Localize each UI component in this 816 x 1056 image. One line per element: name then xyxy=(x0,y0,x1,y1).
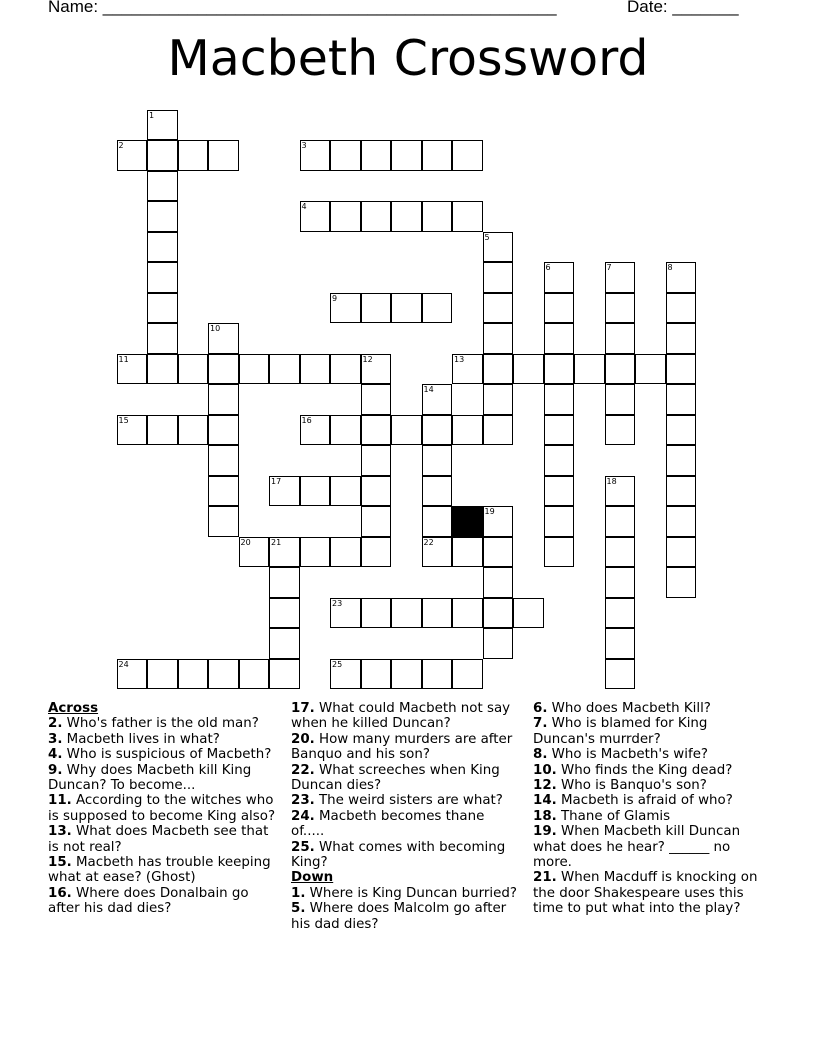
grid-cell[interactable] xyxy=(178,415,209,446)
clue-number: 20 xyxy=(240,537,251,547)
clue-num: 1. xyxy=(291,885,306,901)
clue-item xyxy=(291,793,519,808)
grid-cell[interactable] xyxy=(544,293,575,324)
grid-cell[interactable] xyxy=(422,506,453,537)
clue-text: Macbeth lives in what? xyxy=(66,731,220,747)
grid-cell[interactable] xyxy=(208,506,239,537)
grid-cell[interactable] xyxy=(422,415,453,446)
grid-cell[interactable] xyxy=(483,384,514,415)
grid-cell[interactable] xyxy=(605,506,636,537)
grid-cell[interactable] xyxy=(391,598,422,629)
grid-cell[interactable] xyxy=(361,384,392,415)
clue-item xyxy=(291,701,519,732)
grid-cell[interactable] xyxy=(666,415,697,446)
across-heading: Across xyxy=(48,701,99,716)
grid-cell[interactable] xyxy=(208,476,239,507)
grid-cell[interactable] xyxy=(483,567,514,598)
grid-cell[interactable] xyxy=(300,537,331,568)
grid-cell[interactable] xyxy=(544,415,575,446)
grid-cell[interactable] xyxy=(147,323,178,354)
grid-cell[interactable] xyxy=(147,110,178,141)
grid-cell[interactable] xyxy=(147,262,178,293)
clue-number: 8 xyxy=(667,263,673,272)
grid-cell[interactable] xyxy=(147,354,178,385)
grid-cell[interactable] xyxy=(117,140,148,171)
grid-cell[interactable] xyxy=(330,140,361,171)
clue-item xyxy=(533,763,769,778)
grid-cell[interactable] xyxy=(574,354,605,385)
grid-cell[interactable] xyxy=(147,659,178,690)
clue-item xyxy=(48,824,283,855)
clue-text: Where does Donalbain go after his dad dies? xyxy=(48,885,249,917)
grid-cell[interactable] xyxy=(361,415,392,446)
clue-item xyxy=(533,716,769,747)
name-field[interactable]: Name: ________________________________________________ xyxy=(48,0,557,16)
grid-cell[interactable] xyxy=(330,415,361,446)
clue-num: 9. xyxy=(48,762,63,778)
clue-item xyxy=(291,809,519,840)
grid-cell[interactable] xyxy=(483,415,514,446)
clue-num: 21. xyxy=(533,870,557,886)
clue-number: 2 xyxy=(118,141,124,150)
grid-cell[interactable] xyxy=(452,140,483,171)
clue-num: 15. xyxy=(48,855,72,871)
grid-cell[interactable] xyxy=(605,384,636,415)
grid-cell[interactable] xyxy=(544,354,575,385)
grid-cell[interactable] xyxy=(666,384,697,415)
grid-cell[interactable] xyxy=(147,415,178,446)
clue-number: 11 xyxy=(118,354,129,364)
clues-column-3 xyxy=(533,701,769,917)
grid-cell[interactable] xyxy=(300,354,331,385)
grid-cell[interactable] xyxy=(361,537,392,568)
grid-cell[interactable] xyxy=(666,537,697,568)
grid-cell[interactable] xyxy=(483,628,514,659)
grid-cell[interactable] xyxy=(208,445,239,476)
clue-text: Macbeth has trouble keeping what at ease? (Ghost) xyxy=(48,855,271,886)
grid-cell[interactable] xyxy=(666,567,697,598)
clue-item xyxy=(533,809,769,824)
black-square xyxy=(452,506,483,537)
grid-cell[interactable] xyxy=(361,293,392,324)
grid-cell[interactable] xyxy=(330,598,361,629)
grid-cell[interactable] xyxy=(361,659,392,690)
clue-number: 15 xyxy=(118,415,129,425)
grid-cell[interactable] xyxy=(605,323,636,354)
clue-text: Who does Macbeth Kill? xyxy=(551,701,711,716)
grid-cell[interactable] xyxy=(330,476,361,507)
grid-cell[interactable] xyxy=(605,415,636,446)
clue-num: 24. xyxy=(291,808,315,824)
grid-cell[interactable] xyxy=(544,476,575,507)
grid-cell[interactable] xyxy=(147,171,178,202)
grid-cell[interactable] xyxy=(147,293,178,324)
grid-cell[interactable] xyxy=(330,659,361,690)
clue-text: Where does Malcolm go after his dad dies? xyxy=(291,901,507,932)
grid-cell[interactable] xyxy=(544,445,575,476)
grid-cell[interactable] xyxy=(330,354,361,385)
grid-cell[interactable] xyxy=(483,506,514,537)
grid-cell[interactable] xyxy=(605,537,636,568)
clue-number: 21 xyxy=(271,537,282,547)
grid-cell[interactable] xyxy=(269,476,300,507)
grid-cell[interactable] xyxy=(483,262,514,293)
grid-cell[interactable] xyxy=(330,201,361,232)
grid-cell[interactable] xyxy=(208,140,239,171)
clue-text: Macbeth is afraid of who? xyxy=(561,793,733,809)
grid-cell[interactable] xyxy=(452,354,483,385)
clue-number: 10 xyxy=(210,324,221,333)
clue-text: Who's father is the old man? xyxy=(66,716,259,732)
clue-num: 19. xyxy=(533,824,557,840)
grid-cell[interactable] xyxy=(269,354,300,385)
grid-cell[interactable] xyxy=(239,659,270,690)
clue-text: Who finds the King dead? xyxy=(561,762,733,778)
clue-number: 12 xyxy=(362,354,373,364)
clue-number: 13 xyxy=(454,354,465,364)
grid-cell[interactable] xyxy=(422,659,453,690)
grid-cell[interactable] xyxy=(544,506,575,537)
grid-cell[interactable] xyxy=(544,384,575,415)
grid-cell[interactable] xyxy=(483,354,514,385)
grid-cell[interactable] xyxy=(422,140,453,171)
grid-cell[interactable] xyxy=(483,293,514,324)
clue-item xyxy=(48,747,283,762)
clue-num: 20. xyxy=(291,731,315,747)
clue-num: 17. xyxy=(291,701,315,716)
grid-cell[interactable] xyxy=(605,476,636,507)
grid-cell[interactable] xyxy=(178,140,209,171)
grid-cell[interactable] xyxy=(605,262,636,293)
clue-number: 4 xyxy=(301,202,307,211)
clue-number: 24 xyxy=(118,659,129,669)
clue-number: 16 xyxy=(301,415,312,425)
down-heading: Down xyxy=(291,870,334,886)
grid-cell[interactable] xyxy=(300,415,331,446)
grid-cell[interactable] xyxy=(361,201,392,232)
grid-cell[interactable] xyxy=(361,140,392,171)
grid-cell[interactable] xyxy=(513,598,544,629)
clue-num: 23. xyxy=(291,793,315,809)
clue-num: 22. xyxy=(291,762,315,778)
grid-cell[interactable] xyxy=(117,415,148,446)
grid-cell[interactable] xyxy=(635,354,666,385)
grid-cell[interactable] xyxy=(361,445,392,476)
clue-num: 14. xyxy=(533,793,557,809)
clue-num: 8. xyxy=(533,747,548,763)
grid-cell[interactable] xyxy=(452,415,483,446)
grid-cell[interactable] xyxy=(422,445,453,476)
clue-num: 6. xyxy=(533,701,548,716)
clue-text: Who is suspicious of Macbeth? xyxy=(66,747,272,763)
grid-cell[interactable] xyxy=(300,140,331,171)
clue-num: 11. xyxy=(48,793,72,809)
grid-cell[interactable] xyxy=(483,323,514,354)
clue-item xyxy=(48,793,283,824)
clue-item xyxy=(48,855,283,886)
grid-cell[interactable] xyxy=(361,354,392,385)
clue-text: How many murders are after Banquo and his son? xyxy=(291,731,513,763)
grid-cell[interactable] xyxy=(178,354,209,385)
clue-text: What could Macbeth not say when he killed Duncan? xyxy=(291,701,511,732)
clue-number: 1 xyxy=(149,110,155,120)
clue-number: 3 xyxy=(301,141,307,150)
clue-item xyxy=(533,824,769,870)
clue-number: 18 xyxy=(606,476,617,486)
grid-cell[interactable] xyxy=(422,537,453,568)
clue-num: 13. xyxy=(48,824,72,840)
clue-text: According to the witches who is supposed to become King also? xyxy=(48,793,276,824)
clue-text: When Macbeth kill Duncan what does he hear? ______ no more. xyxy=(533,824,741,871)
clue-num: 5. xyxy=(291,901,306,917)
grid-cell[interactable] xyxy=(269,659,300,690)
clue-number: 5 xyxy=(484,232,490,242)
clue-num: 7. xyxy=(533,716,548,732)
clue-text: Macbeth becomes thane of..... xyxy=(291,808,485,840)
grid-cell[interactable] xyxy=(117,659,148,690)
clue-number: 7 xyxy=(606,263,612,272)
clue-text: The weird sisters are what? xyxy=(319,793,503,809)
clue-number: 6 xyxy=(545,263,551,272)
grid-cell[interactable] xyxy=(391,201,422,232)
grid-cell[interactable] xyxy=(422,476,453,507)
grid-cell[interactable] xyxy=(483,232,514,263)
clue-text: Who is Macbeth's wife? xyxy=(551,747,709,763)
clue-number: 17 xyxy=(271,476,282,486)
clue-item xyxy=(291,732,519,763)
clue-item xyxy=(48,763,283,794)
clue-text: When Macduff is knocking on the door Shakespeare uses this time to put what into the play? xyxy=(533,870,758,917)
grid-cell[interactable] xyxy=(208,384,239,415)
grid-cell[interactable] xyxy=(544,537,575,568)
grid-cell[interactable] xyxy=(452,201,483,232)
grid-cell[interactable] xyxy=(544,262,575,293)
clue-item xyxy=(533,793,769,808)
grid-cell[interactable] xyxy=(391,659,422,690)
clue-num: 10. xyxy=(533,762,557,778)
clue-number: 9 xyxy=(332,293,338,303)
grid-cell[interactable] xyxy=(208,354,239,385)
clue-num: 3. xyxy=(48,731,63,747)
clues-column-1 xyxy=(48,701,283,917)
grid-cell[interactable] xyxy=(605,598,636,629)
grid-cell[interactable] xyxy=(666,445,697,476)
clue-number: 22 xyxy=(423,537,434,547)
clue-text: Who is Banquo's son? xyxy=(561,778,707,794)
grid-cell[interactable] xyxy=(147,232,178,263)
page-title: Macbeth Crossword xyxy=(167,30,649,87)
clue-item xyxy=(291,901,519,932)
grid-cell[interactable] xyxy=(147,140,178,171)
clue-item xyxy=(533,870,769,916)
grid-cell[interactable] xyxy=(361,476,392,507)
clue-number: 14 xyxy=(423,385,434,394)
clue-item xyxy=(48,886,283,917)
grid-cell[interactable] xyxy=(452,537,483,568)
grid-cell[interactable] xyxy=(300,476,331,507)
clue-item xyxy=(291,763,519,794)
clues-column-2 xyxy=(291,701,519,932)
clue-text: What does Macbeth see that is not real? xyxy=(48,824,269,855)
clue-text: Why does Macbeth kill King Duncan? To become... xyxy=(48,762,252,794)
grid-cell[interactable] xyxy=(666,293,697,324)
grid-cell[interactable] xyxy=(300,201,331,232)
grid-cell[interactable] xyxy=(422,293,453,324)
grid-cell[interactable] xyxy=(361,506,392,537)
grid-cell[interactable] xyxy=(452,659,483,690)
clue-text: Who is blamed for King Duncan's murrder? xyxy=(533,716,708,747)
grid-cell[interactable] xyxy=(391,140,422,171)
clue-number: 19 xyxy=(484,507,495,516)
grid-cell[interactable] xyxy=(513,354,544,385)
grid-cell[interactable] xyxy=(269,537,300,568)
grid-cell[interactable] xyxy=(208,415,239,446)
grid-cell[interactable] xyxy=(666,506,697,537)
date-field[interactable]: Date: _______ xyxy=(627,0,739,16)
grid-cell[interactable] xyxy=(208,659,239,690)
grid-cell[interactable] xyxy=(666,323,697,354)
grid-cell[interactable] xyxy=(391,415,422,446)
grid-cell[interactable] xyxy=(239,354,270,385)
clue-text: What screeches when King Duncan dies? xyxy=(291,762,500,794)
grid-cell[interactable] xyxy=(269,598,300,629)
clue-text: Thane of Glamis xyxy=(561,808,671,824)
grid-cell[interactable] xyxy=(605,293,636,324)
grid-cell[interactable] xyxy=(269,628,300,659)
grid-cell[interactable] xyxy=(452,598,483,629)
grid-cell[interactable] xyxy=(422,201,453,232)
grid-cell[interactable] xyxy=(605,628,636,659)
grid-cell[interactable] xyxy=(147,201,178,232)
grid-cell[interactable] xyxy=(330,293,361,324)
clue-item xyxy=(533,701,769,716)
grid-cell[interactable] xyxy=(361,598,392,629)
grid-cell[interactable] xyxy=(208,323,239,354)
clue-item xyxy=(533,778,769,793)
clue-text: Where is King Duncan burried? xyxy=(309,885,517,901)
grid-cell[interactable] xyxy=(422,384,453,415)
clue-num: 2. xyxy=(48,716,63,732)
grid-cell[interactable] xyxy=(330,537,361,568)
grid-cell[interactable] xyxy=(605,354,636,385)
grid-cell[interactable] xyxy=(666,354,697,385)
grid-cell[interactable] xyxy=(666,476,697,507)
grid-cell[interactable] xyxy=(117,354,148,385)
clue-num: 16. xyxy=(48,885,72,901)
clue-number: 25 xyxy=(332,659,343,669)
clue-item xyxy=(48,732,283,747)
clue-item xyxy=(48,716,283,731)
grid-cell[interactable] xyxy=(483,537,514,568)
grid-cell[interactable] xyxy=(391,293,422,324)
clue-item xyxy=(291,886,519,901)
grid-cell[interactable] xyxy=(483,598,514,629)
clue-num: 25. xyxy=(291,839,315,855)
clue-item xyxy=(533,747,769,762)
grid-cell[interactable] xyxy=(178,659,209,690)
grid-cell[interactable] xyxy=(239,537,270,568)
grid-cell[interactable] xyxy=(666,262,697,293)
grid-cell[interactable] xyxy=(544,323,575,354)
grid-cell[interactable] xyxy=(422,598,453,629)
clue-item xyxy=(291,840,519,871)
grid-cell[interactable] xyxy=(605,659,636,690)
grid-cell[interactable] xyxy=(269,567,300,598)
clue-num: 4. xyxy=(48,747,63,763)
clue-num: 12. xyxy=(533,778,557,794)
clue-num: 18. xyxy=(533,808,557,824)
grid-cell[interactable] xyxy=(605,567,636,598)
clue-text: What comes with becoming King? xyxy=(291,839,506,871)
clue-number: 23 xyxy=(332,598,343,608)
